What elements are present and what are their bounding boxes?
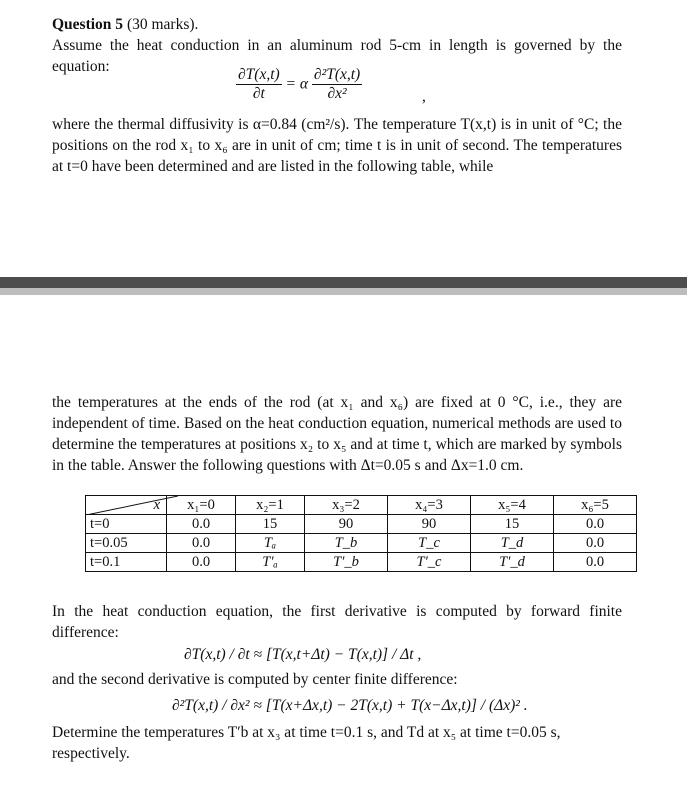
- table-cell-symbol: T_d: [471, 534, 554, 553]
- paragraph-determine: Determine the temperatures T′b at x₃ at time t=0.1 s, and Td at x₅ at time t=0.05 s, respectively.: [52, 724, 561, 762]
- row-label: t=0.1: [86, 553, 167, 572]
- table-cell-symbol: T′ₐ: [236, 553, 305, 572]
- equation-comma: ,: [422, 88, 426, 105]
- page-divider-shadow: [0, 288, 687, 295]
- table-cell: 0.0: [167, 515, 236, 534]
- table-corner-cell: [86, 496, 167, 515]
- table-cell: 0.0: [554, 553, 637, 572]
- table-row: [86, 515, 637, 534]
- page-divider: [0, 277, 687, 288]
- row-label: t=0: [86, 515, 167, 534]
- table-cell-symbol: T′_d: [471, 553, 554, 572]
- temperature-table: [85, 495, 637, 572]
- center-difference-equation: ∂²T(x,t) / ∂x² ≈ [T(x+Δx,t) − 2T(x,t) + T(x−Δx,t)] / (Δx)² .: [172, 697, 528, 714]
- question-marks: (30 marks).: [123, 16, 199, 33]
- header-x6: x₆=5: [554, 496, 637, 515]
- paragraph-diffusivity: where the thermal diffusivity is α=0.84 (cm²/s). The temperature T(x,t) is in unit of °C; the positions on the rod x₁ to x₆ are in unit of cm; time t is in unit of second. The temperatures at t=0 have been determined and are listed in the following table, while: [52, 116, 622, 175]
- paragraph-second-derivative: and the second derivative is computed by center finite difference:: [52, 671, 458, 688]
- lhs-numerator: ∂T(x,t): [238, 66, 280, 83]
- row-label: t=0.05: [86, 534, 167, 553]
- table-header-row: [86, 496, 637, 515]
- forward-difference-equation: ∂T(x,t) / ∂t ≈ [T(x,t+Δt) − T(x,t)] / Δt ,: [184, 646, 422, 663]
- rhs-numerator: ∂²T(x,t): [313, 66, 361, 83]
- question-number: Question 5: [52, 16, 124, 33]
- corner-diagonal: [86, 496, 178, 515]
- table-cell: 90: [388, 515, 471, 534]
- paragraph-boundary: the temperatures at the ends of the rod (at x₁ and x₆) are fixed at 0 °C, i.e., they are independent of time. Based on the heat conduction equation, numerical methods are used to determine the temperatures at positions x₂ to x₅ and at time t, which are marked by symbols in the table. Answer the following questions with Δt=0.05 s and Δx=1.0 cm.: [52, 394, 622, 474]
- rhs-denominator: ∂x²: [327, 85, 347, 102]
- lhs-fraction: [236, 66, 282, 103]
- table-cell: 15: [236, 515, 305, 534]
- header-x5: x₅=4: [471, 496, 554, 515]
- header-x4: x₄=3: [388, 496, 471, 515]
- paragraph-first-derivative: In the heat conduction equation, the first derivative is computed by forward finite difference:: [52, 603, 622, 641]
- table-cell-symbol: T′_b: [305, 553, 388, 572]
- table-cell: 0.0: [554, 515, 637, 534]
- heat-equation: [236, 66, 362, 103]
- table-cell: 15: [471, 515, 554, 534]
- table-cell: 0.0: [167, 553, 236, 572]
- table-cell: 0.0: [167, 534, 236, 553]
- table-cell-symbol: T_c: [388, 534, 471, 553]
- intro-text: Assume the heat conduction in an aluminum rod 5-cm in length is governed by the equation:: [52, 37, 622, 75]
- lhs-denominator: ∂t: [252, 85, 265, 102]
- rhs-fraction: [312, 66, 362, 103]
- equation-equals-alpha: = α: [285, 75, 309, 93]
- table-row: [86, 534, 637, 553]
- question-title: [52, 14, 622, 35]
- table-cell: 0.0: [554, 534, 637, 553]
- header-x3: x₃=2: [305, 496, 388, 515]
- table-cell-symbol: Tₐ: [236, 534, 305, 553]
- corner-x-label: x: [153, 497, 160, 513]
- header-x1: x₁=0: [167, 496, 236, 515]
- table-cell: 90: [305, 515, 388, 534]
- table-cell-symbol: T_b: [305, 534, 388, 553]
- header-x2: x₂=1: [236, 496, 305, 515]
- table-row: [86, 553, 637, 572]
- table-cell-symbol: T′_c: [388, 553, 471, 572]
